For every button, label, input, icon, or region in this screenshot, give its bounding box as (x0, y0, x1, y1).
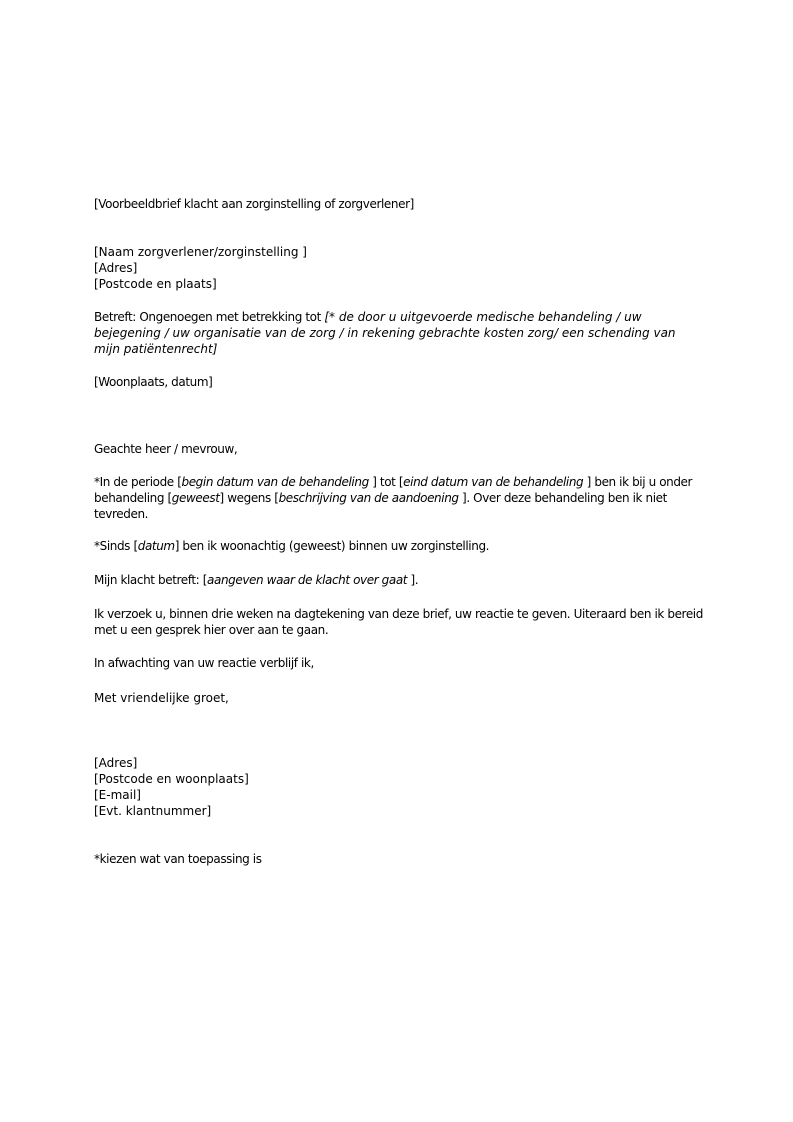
recipient-block (94, 244, 704, 292)
placeholder-date: datum (137, 539, 175, 553)
paragraph-treatment-period (94, 474, 704, 522)
sender-email: [E-mail] (94, 788, 141, 802)
paragraph-request: Ik verzoek u, binnen drie weken na dagtekening van deze brief, uw reactie te geven. Uiteraard ben ik bereid met u een gesprek hier over aan te gaan. (94, 607, 703, 637)
salutation: Geachte heer / mevrouw, (94, 442, 238, 456)
paragraph-awaiting: In afwachting van uw reactie verblijf ik, (94, 656, 314, 670)
paragraph-text: *In de periode [ (94, 475, 182, 489)
closing-greeting: Met vriendelijke groet, (94, 691, 229, 705)
paragraph-text: *Sinds [ (94, 539, 138, 553)
paragraph-text: ] wegens [ (219, 491, 279, 505)
paragraph-text: ] tot [ (368, 475, 404, 489)
subject-options: [* de door u uitgevoerde medische behandeling / uw bejegening / uw organisatie van de zorg / in rekening gebrachte kosten zorg/ een schending van mijn patiëntenrecht] (94, 310, 676, 356)
place-date: [Woonplaats, datum] (94, 375, 213, 389)
placeholder-complaint: aangeven waar de klacht over gaat (207, 573, 408, 587)
recipient-name: [Naam zorgverlener/zorginstelling ] (94, 245, 307, 259)
paragraph-text: Mijn klacht betreft: [ (94, 573, 208, 587)
paragraph-text: ] ben ik bij u onder behandeling [ (94, 475, 693, 505)
footnote: *kiezen wat van toepassing is (94, 852, 262, 866)
sender-postcode-city: [Postcode en woonplaats] (94, 772, 249, 786)
recipient-address: [Adres] (94, 261, 138, 275)
subject-prefix: Betreft: Ongenoegen met betrekking tot (94, 310, 325, 324)
paragraph-residence (94, 538, 704, 554)
recipient-postcode-city: [Postcode en plaats] (94, 277, 217, 291)
sender-address: [Adres] (94, 756, 138, 770)
paragraph-complaint-subject (94, 572, 704, 588)
subject-line (94, 309, 704, 357)
placeholder-been: geweest (171, 491, 220, 505)
paragraph-text: ] ben ik woonachtig (geweest) binnen uw zorginstelling. (174, 539, 490, 553)
placeholder-end-date: eind datum van de behandeling (403, 475, 584, 489)
letter-heading: [Voorbeeldbrief klacht aan zorginstelling of zorgverlener] (94, 197, 414, 211)
sender-customer-number: [Evt. klantnummer] (94, 804, 212, 818)
paragraph-text: ]. Over deze behandeling ben ik niet tevreden. (94, 491, 667, 521)
placeholder-condition: beschrijving van de aandoening (278, 491, 459, 505)
placeholder-start-date: begin datum van de behandeling (181, 475, 369, 489)
paragraph-text: ]. (407, 573, 419, 587)
sender-block (94, 755, 704, 819)
